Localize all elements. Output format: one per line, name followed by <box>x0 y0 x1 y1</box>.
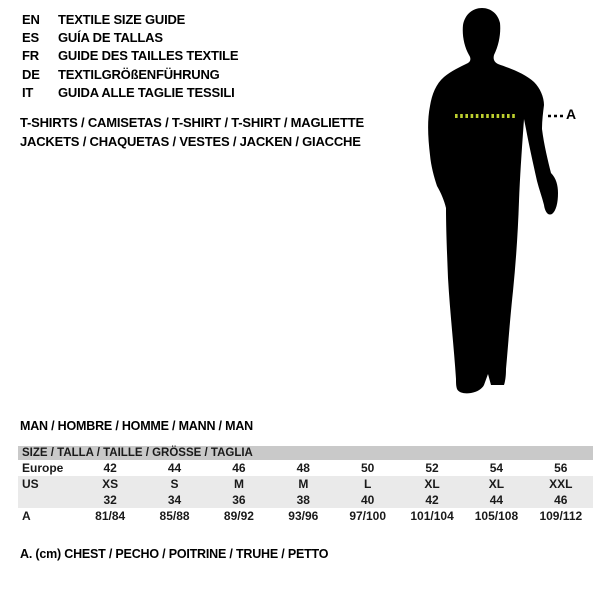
language-row <box>22 47 238 65</box>
table-row-europe <box>18 460 593 476</box>
language-row <box>22 10 238 28</box>
cell: XS <box>102 477 119 491</box>
language-code: ES <box>22 30 39 46</box>
cell: L <box>364 477 372 491</box>
cell: M <box>233 477 244 491</box>
cell: 40 <box>361 493 375 507</box>
cell: 89/92 <box>223 509 254 523</box>
language-code: FR <box>22 48 39 64</box>
language-code: EN <box>22 11 40 27</box>
row-label: Europe <box>22 461 64 475</box>
cell: 44 <box>167 461 182 475</box>
cell: 42 <box>425 493 439 507</box>
language-code: DE <box>22 66 40 82</box>
cell: 54 <box>489 461 504 475</box>
language-label: TEXTILE SIZE GUIDE <box>58 11 186 27</box>
language-label: GUIDA ALLE TAGLIE TESSILI <box>58 85 235 101</box>
cell: 48 <box>296 461 310 475</box>
cell: 85/88 <box>159 509 190 523</box>
cell: 81/84 <box>95 509 126 523</box>
cell: 101/104 <box>410 509 454 523</box>
cell: 105/108 <box>474 509 519 523</box>
cell: 36 <box>232 493 246 507</box>
language-row <box>22 65 238 83</box>
row-label: US <box>22 477 39 491</box>
language-label: TEXTILGRÖßENFÜHRUNG <box>58 66 220 82</box>
cell: XXL <box>549 477 573 491</box>
table-row-us-numeric <box>18 492 593 508</box>
cell: 32 <box>103 493 117 507</box>
table-row-chest-a <box>18 508 593 524</box>
cell: 56 <box>554 461 568 475</box>
category-tshirts: T-SHIRTS / CAMISETAS / T-SHIRT / T-SHIRT / MAGLIETTE <box>20 115 364 130</box>
cell: XL <box>424 477 440 491</box>
cell: 97/100 <box>349 509 387 523</box>
language-row <box>22 28 238 46</box>
man-silhouette <box>428 8 558 393</box>
cell: XL <box>488 477 505 491</box>
category-list <box>20 114 364 151</box>
cell: 93/96 <box>288 509 319 523</box>
row-label: A <box>22 509 31 523</box>
footnote-chest: A. (cm) CHEST / PECHO / POITRINE / TRUHE / PETTO <box>20 547 329 561</box>
cell: S <box>170 477 179 491</box>
table-row-us <box>18 476 593 492</box>
size-table-header: SIZE / TALLA / TAILLE / GRÖSSE / TAGLIA <box>18 446 593 460</box>
cell: 38 <box>296 493 310 507</box>
language-label: GUÍA DE TALLAS <box>58 30 163 46</box>
section-title-man: MAN / HOMBRE / HOMME / MANN / MAN <box>20 419 253 433</box>
cell: 42 <box>103 461 117 475</box>
man-silhouette-figure <box>405 3 600 395</box>
category-jackets: JACKETS / CHAQUETAS / VESTES / JACKEN / GIACCHE <box>20 133 361 149</box>
language-row <box>22 84 238 102</box>
measure-label-a: A <box>566 106 577 122</box>
cell: 46 <box>554 493 568 507</box>
cell: 46 <box>232 461 246 475</box>
language-label: GUIDE DES TAILLES TEXTILE <box>58 48 239 64</box>
size-table <box>18 446 593 524</box>
cell: 50 <box>361 461 375 475</box>
cell: M <box>298 477 309 491</box>
language-code: IT <box>22 85 34 101</box>
language-list <box>22 10 238 102</box>
cell: 109/112 <box>539 509 583 523</box>
cell: 52 <box>425 461 439 475</box>
cell: 34 <box>167 493 182 507</box>
cell: 44 <box>489 493 504 507</box>
